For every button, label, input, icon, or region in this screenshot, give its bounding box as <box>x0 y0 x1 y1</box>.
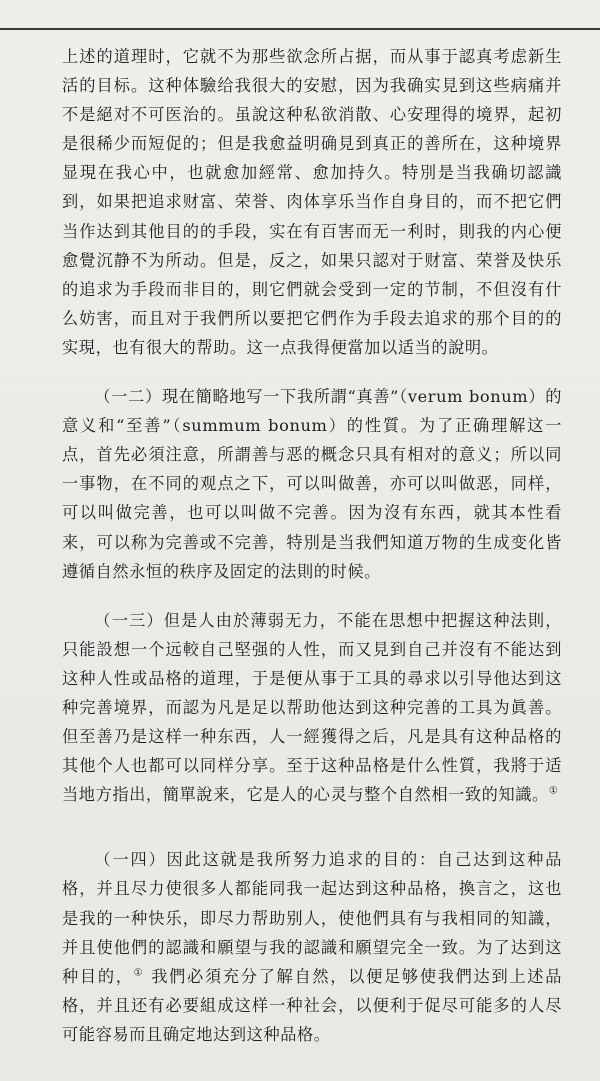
paragraph-gap <box>62 362 562 382</box>
footnote-marker: ① <box>133 967 145 979</box>
footnote-marker: ① <box>548 785 559 797</box>
paragraph-gap <box>62 586 562 606</box>
paragraph-14-text: （一四）因此这就是我所努力追求的目的：自己达到这种品格，并且尽力使很多人都能同我一起达到这种品格，換言之，这也是我的一种快乐，即尽力帮助别人，使他們具有与我相同的知識，并且使他們的認識和願望与我的認識和願望完全一致。为了达到这种目的， <box>62 850 562 986</box>
paragraph-12 <box>62 382 562 586</box>
paragraph-13 <box>62 606 562 810</box>
paragraph-1 <box>62 42 562 362</box>
body-text <box>62 42 562 1049</box>
paragraph-1-text: 上述的道理时，它就不为那些欲念所占据，而从事于認真考虑新生活的目标。这种体驗给我很大的安慰，因为我确实見到这些病痛并不是絕对不可医治的。虽說这种私欲消散、心安理得的境界，起初是很稀少而短促的；但是我愈益明确見到真正的善所在，这种境界显現在我心中，也就愈加經常、愈加持久。特別是当我确切認識到，如果把追求财富、荣誉、肉体享乐当作自身目的，而不把它們当作达到其他目的的手段，实在有百害而无一利时，則我的内心便愈覺沉静不为所动。但是，反之，如果只認对于财富、荣誉及快乐的追求为手段而非目的，則它們就会受到一定的节制，不但沒有什么妨害，而且对于我們所以要把它們作为手段去追求的那个目的的实現，也有很大的帮助。这一点我得便當加以适当的說明。 <box>62 47 562 357</box>
top-rule <box>0 28 600 30</box>
paragraph-14 <box>62 845 562 1049</box>
paragraph-14-text-tail: 我們必須充分了解自然，以便足够使我們达到上述品格，并且还有必要組成这样一种社会，以便利于促尽可能多的人尽可能容易而且确定地达到这种品格。 <box>62 966 562 1044</box>
paragraph-12-text: （一二）現在簡略地写一下我所謂“真善”（verum bonum）的意义和“至善”（summum bonum）的性質。为了正确理解这一点，首先必須注意，所謂善与恶的概念只具有相对的意义；所以同一事物，在不同的观点之下，可以叫做善，亦可以叫做恶，同样，可以叫做完善，也可以叫做不完善。因为沒有东西，就其本性看来，可以称为完善或不完善，特別是当我們知道万物的生成变化皆遵循自然永恒的秩序及固定的法則的时候。 <box>62 387 562 581</box>
paragraph-gap <box>62 809 562 845</box>
paragraph-13-text: （一三）但是人由於薄弱无力，不能在思想中把握这种法則，只能設想一个远較自己堅强的人性，而又見到自己并沒有不能达到这种人性或品格的道理，于是便从事于工具的尋求以引导他达到这种完善境界，而認为凡是足以帮助他达到这种完善的工具为眞善。但至善乃是这样一种东西，人一經獲得之后，凡是具有这种品格的其他个人也都可以同样分享。至于这种品格是什么性質，我將于适当地方指出，簡單說来，它是人的心灵与整个自然相一致的知識。 <box>62 610 562 805</box>
